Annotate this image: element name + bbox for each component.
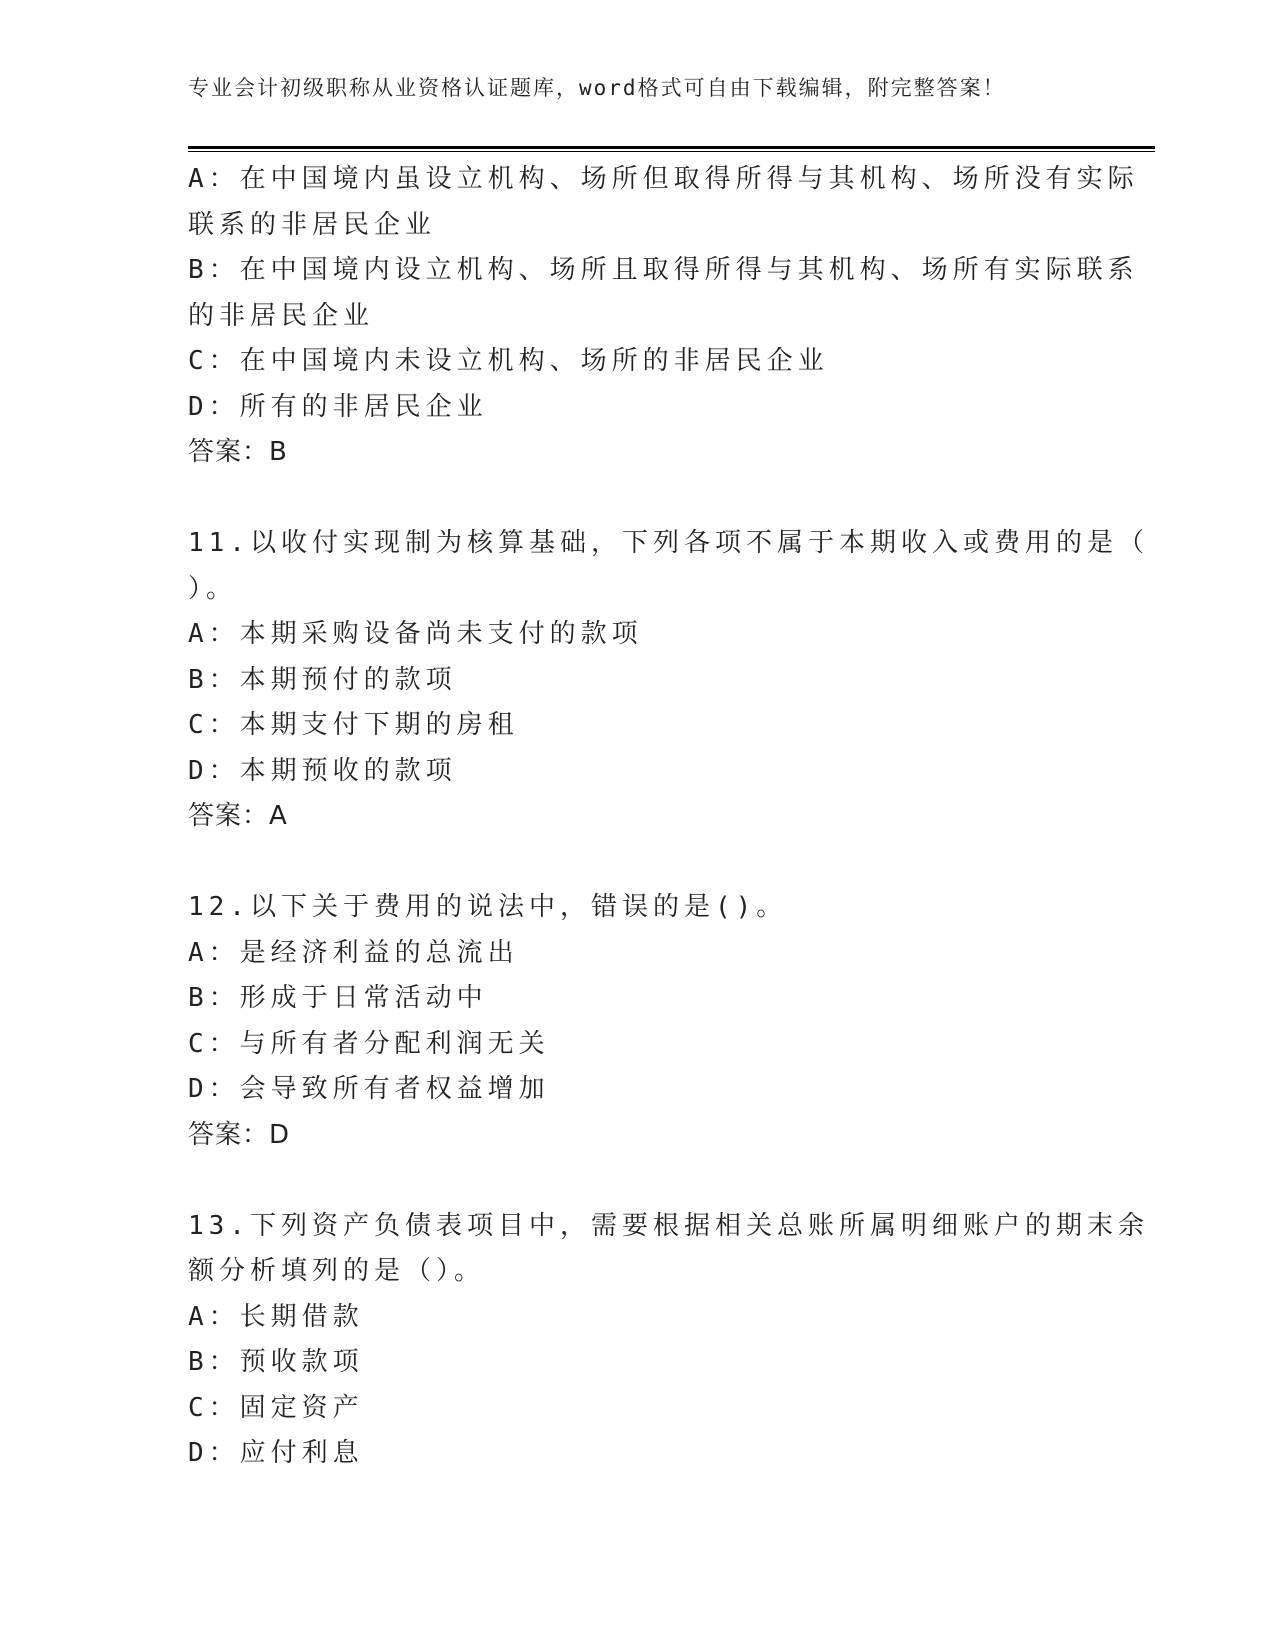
answer: 答案：A xyxy=(188,801,288,831)
question-12 xyxy=(188,885,1088,1158)
question-11 xyxy=(188,521,1149,840)
option-d: D：会导致所有者权益增加 xyxy=(188,1074,550,1104)
option-d: D：本期预收的款项 xyxy=(188,755,457,786)
option-b: B：本期预付的款项 xyxy=(188,664,457,695)
option-a: A：本期采购设备尚未支付的款项 xyxy=(188,619,643,649)
question-stem-line-2: 额分析填列的是（）。 xyxy=(188,1256,486,1286)
answer: 答案：B xyxy=(188,437,288,467)
option-b: B：形成于日常活动中 xyxy=(188,983,488,1013)
option-c: C：固定资产 xyxy=(188,1392,364,1423)
option-c: C：本期支付下期的房租 xyxy=(188,710,519,740)
spacer xyxy=(188,840,1088,886)
spacer xyxy=(188,1158,1088,1204)
question-stem-line-1: 13.下列资产负债表项目中，需要根据相关总账所属明细账户的期末余 xyxy=(188,1210,1149,1241)
option-b: B：预收款项 xyxy=(188,1347,364,1377)
question-content xyxy=(188,157,1149,1477)
option-d: D：所有的非居民企业 xyxy=(188,391,488,422)
option-b-line-2: 的非居民企业 xyxy=(188,300,375,331)
header-rule-thick xyxy=(188,146,1155,149)
option-a-line-2: 联系的非居民企业 xyxy=(188,209,437,240)
option-a: A：是经济利益的总流出 xyxy=(188,937,519,968)
page-header: 专业会计初级职称从业资格认证题库，word格式可自由下载编辑，附完整答案！ xyxy=(188,76,1006,100)
option-a-line-1: A：在中国境内虽设立机构、场所但取得所得与其机构、场所没有实际 xyxy=(188,164,1139,194)
question-stem: 12.以下关于费用的说法中，错误的是()。 xyxy=(188,892,788,922)
header-rule-thin xyxy=(188,151,1155,152)
option-c: C：在中国境内未设立机构、场所的非居民企业 xyxy=(188,346,829,376)
question-13 xyxy=(188,1204,1149,1477)
option-a: A：长期借款 xyxy=(188,1301,364,1332)
question-stem-line-1: 11.以收付实现制为核算基础，下列各项不属于本期收入或费用的是（ xyxy=(188,528,1149,558)
question-stem-line-2: ）。 xyxy=(188,573,238,604)
option-d: D：应付利息 xyxy=(188,1438,364,1468)
spacer xyxy=(188,476,1088,522)
option-c: C：与所有者分配利润无关 xyxy=(188,1028,550,1059)
option-b-line-1: B：在中国境内设立机构、场所且取得所得与其机构、场所有实际联系 xyxy=(188,255,1139,285)
prev-question xyxy=(188,157,1139,476)
answer: 答案：D xyxy=(188,1119,291,1150)
